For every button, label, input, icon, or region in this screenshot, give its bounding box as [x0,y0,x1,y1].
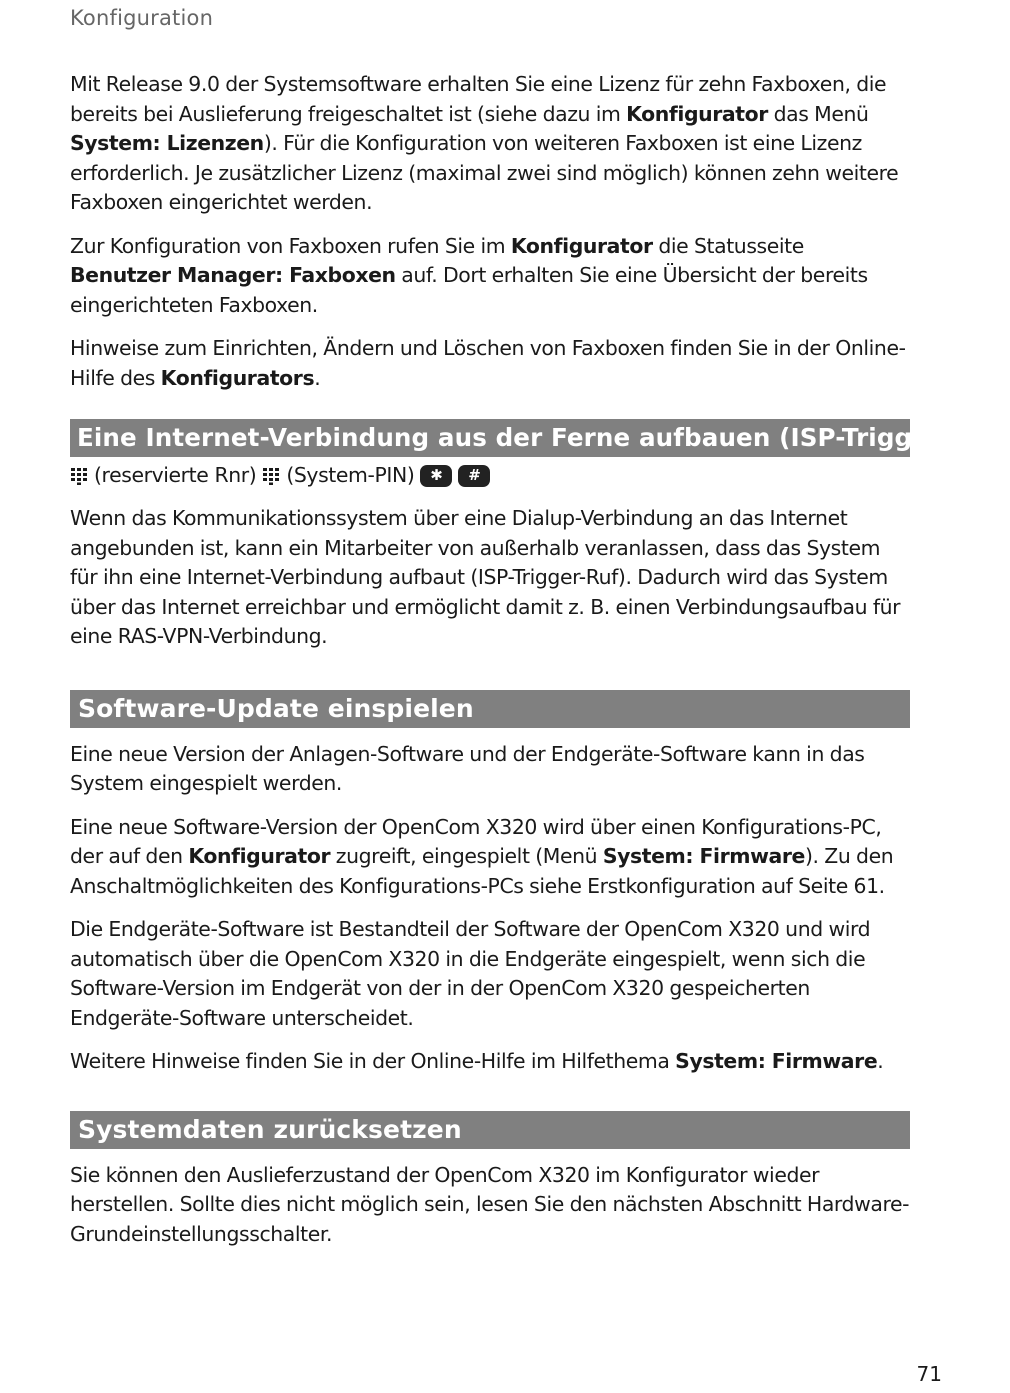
update-paragraph-1: Eine neue Version der Anlagen-Software und der Endgeräte-Software kann in das System eingespielt werden. [70,741,865,795]
update-paragraph-4: Weitere Hinweise finden Sie in der Online-Hilfe im Hilfethema System: Firmware. [70,1049,884,1073]
keypad-icon [262,467,280,485]
reset-paragraph: Sie können den Auslieferzustand der OpenCom X320 im Konfigurator wieder herstellen. Sollte dies nicht möglich sein, lesen Sie den nächsten Abschnitt Hardware-Grundeinstellungsschalter. [70,1162,910,1246]
page-content [70,70,1010,1263]
intro-paragraph-3: Hinweise zum Einrichten, Ändern und Löschen von Faxboxen finden Sie in der Online-Hilfe des Konfigurators. [70,336,906,390]
isp-paragraph: Wenn das Kommunikationssystem über eine Dialup-Verbindung an das Internet angebunden ist, kann ein Mitarbeiter von außerhalb veranlassen, dass das System für ihn eine Internet-Verbindung aufbaut (ISP-Trigger-Ruf). Dadurch wird das System über das Internet erreichbar und ermöglicht damit z. B. einen Verbindungsaufbau für eine RAS-VPN-Verbindung. [70,506,901,648]
ui-reference: System: Firmware [675,1049,878,1073]
hash-key-icon: # [458,465,490,487]
system-pin-label: (System-PIN) [286,463,415,487]
keypad-icon [70,467,88,485]
running-head: Konfiguration [70,6,214,30]
update-paragraph-3: Die Endgeräte-Software ist Bestandteil der Software der OpenCom X320 und wird automatisch über die OpenCom X320 in die Endgeräte eingespielt, wenn sich die Software-Version im Endgerät von der in der OpenCom X320 gespeicherten Endgeräte-Software unterscheidet. [70,917,871,1030]
star-key-icon: ✱ [420,465,452,487]
update-paragraph-2: Eine neue Software-Version der OpenCom X320 wird über einen Konfigurations-PC, der auf den Konfigurator zugreift, eingespielt (Menü System: Firmware). Zu den Anschaltmöglichkeiten des Konfigurations-PCs siehe Erstkonfiguration auf Seite 61. [70,814,894,898]
reserved-number-label: (reservierte Rnr) [94,463,257,487]
intro-paragraph-1: Mit Release 9.0 der Systemsoftware erhalten Sie eine Lizenz für zehn Faxboxen, die bereits bei Auslieferung freigeschaltet ist (siehe dazu im Konfigurator das Menü System: Lizenzen). Für die Konfiguration von weiteren Faxboxen ist eine Lizenz erforderlich. Je zusätzlicher Lizenz (maximal zwei sind möglich) können zehn weitere Faxboxen eingerichtet werden. [70,72,899,214]
ui-reference: Konfigurator [626,101,768,126]
section-heading-system-reset: Systemdaten zurücksetzen [70,1111,910,1149]
dial-code-sequence [70,461,910,490]
ui-reference: Benutzer Manager: Faxboxen [70,263,396,287]
ui-reference: System: Lizenzen [70,131,264,155]
ui-reference: Konfigurator [188,844,331,868]
ui-reference: Konfigurators [160,365,315,390]
intro-paragraph-2: Zur Konfiguration von Faxboxen rufen Sie im Konfigurator die Statusseite Benutzer Manager: Faxboxen auf. Dort erhalten Sie eine Übersicht der bereits eingerichteten Faxboxen. [70,233,868,317]
section-heading-software-update: Software-Update einspielen [70,690,910,728]
ui-reference: System: Firmware [602,844,805,868]
page-number: 71 [916,1362,942,1386]
ui-reference: Konfigurator [510,233,653,258]
section-heading-isp-trigger: Eine Internet-Verbindung aus der Ferne aufbauen (ISP-Trigger-Ruf) [70,419,910,457]
